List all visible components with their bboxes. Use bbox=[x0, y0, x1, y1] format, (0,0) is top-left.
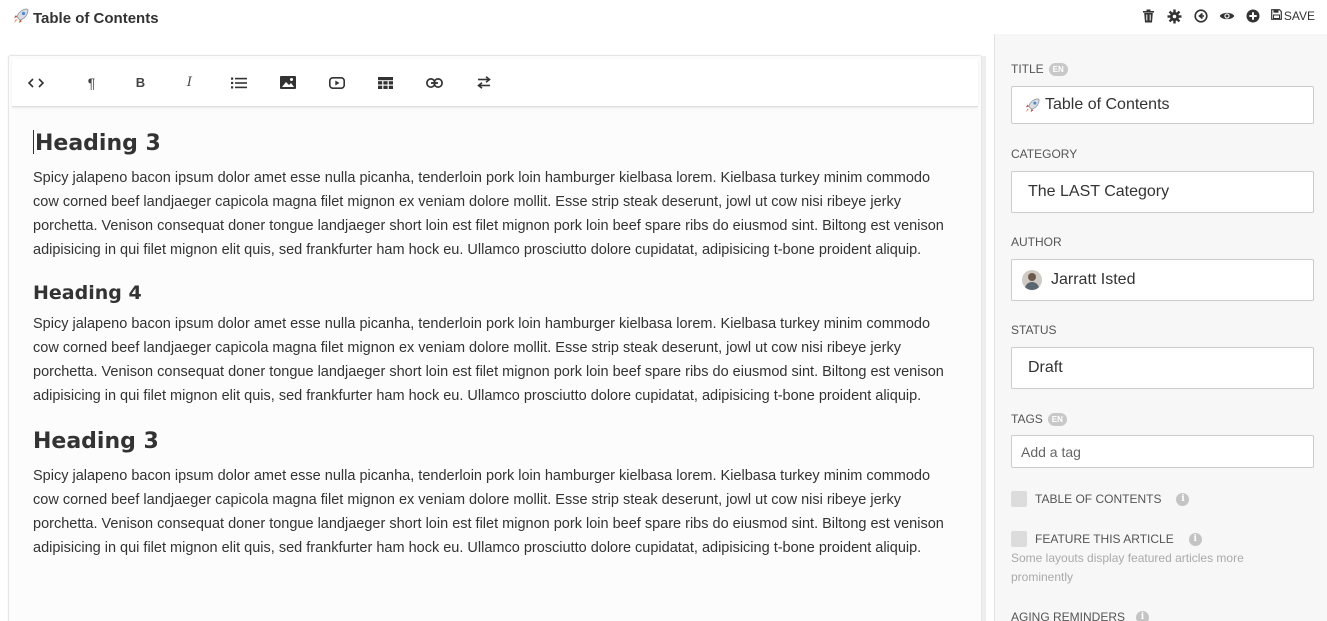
category-select[interactable] bbox=[1011, 171, 1314, 213]
title-value: Table of Contents bbox=[1045, 96, 1170, 113]
save-label: SAVE bbox=[1283, 9, 1315, 23]
swap-icon[interactable] bbox=[459, 68, 508, 98]
tags-field[interactable] bbox=[1011, 435, 1314, 468]
avatar bbox=[1022, 270, 1042, 290]
eye-icon[interactable] bbox=[1219, 8, 1235, 24]
editor-toolbar bbox=[12, 59, 978, 107]
category-label: CATEGORY bbox=[1011, 147, 1078, 161]
content-paragraph[interactable]: Spicy jalapeno bacon ipsum dolor amet esse nulla picanha, tenderloin pork loin hamburger kielbasa lorem. Kielbasa turkey minim commodo cow corned beef landjaeger capicola magna filet mignon ex veniam dolore mollit. Esse strip steak deserunt, jowl ut cow nisi ribeye jerky porchetta. Venison consequat doner tongue landjaeger short loin est filet mignon pork loin beef spare ribs do eiusmod sint. Biltong est venison adipisicing in qui filet mignon elit quis, sed frankfurter ham hock eu. Ullamco prosciutto dolore cupidatat, adipisicing t-bone proident aliquip. bbox=[33, 468, 944, 556]
code-icon[interactable] bbox=[25, 68, 67, 98]
save-button[interactable] bbox=[1271, 9, 1315, 23]
editor-scrollbar[interactable] bbox=[982, 56, 986, 621]
list-icon[interactable] bbox=[214, 68, 263, 98]
feature-option bbox=[1011, 531, 1202, 547]
feature-hint: Some layouts display featured articles more prominently bbox=[1011, 551, 1244, 584]
trash-icon[interactable] bbox=[1141, 8, 1157, 24]
italic-icon[interactable]: I bbox=[186, 75, 193, 90]
floppy-icon bbox=[1271, 9, 1282, 23]
info-icon[interactable]: i bbox=[1189, 533, 1202, 546]
table-icon[interactable] bbox=[361, 68, 410, 98]
author-select[interactable] bbox=[1011, 259, 1314, 301]
aging-label: AGING REMINDERS i bbox=[1011, 610, 1149, 621]
language-badge: EN bbox=[1049, 63, 1068, 76]
tags-input[interactable] bbox=[1021, 444, 1313, 460]
paragraph-icon[interactable]: ¶ bbox=[87, 74, 96, 91]
tags-label: TAGS EN bbox=[1011, 412, 1067, 426]
language-badge: EN bbox=[1048, 413, 1067, 426]
page-title-text: Table of Contents bbox=[33, 9, 159, 27]
content-paragraph[interactable]: Spicy jalapeno bacon ipsum dolor amet esse nulla picanha, tenderloin pork loin hamburger kielbasa lorem. Kielbasa turkey minim commodo cow corned beef landjaeger capicola magna filet mignon ex veniam dolore mollit. Esse strip steak deserunt, jowl ut cow nisi ribeye jerky porchetta. Venison consequat doner tongue landjaeger short loin est filet mignon pork loin beef spare ribs do eiusmod sint. Biltong est venison adipisicing in qui filet mignon elit quis, sed frankfurter ham hock eu. Ullamco prosciutto dolore cupidatat, adipisicing t-bone proident aliquip. bbox=[33, 316, 944, 404]
title-label: TITLE EN bbox=[1011, 62, 1068, 76]
link-icon[interactable] bbox=[410, 68, 459, 98]
feature-label: FEATURE THIS ARTICLE bbox=[1035, 532, 1174, 546]
content-heading[interactable]: Heading 4 bbox=[33, 282, 142, 304]
toc-checkbox[interactable] bbox=[1011, 491, 1027, 507]
video-icon[interactable] bbox=[312, 68, 361, 98]
author-label: AUTHOR bbox=[1011, 235, 1062, 249]
rocket-icon bbox=[1024, 97, 1041, 114]
page-title bbox=[12, 7, 159, 29]
settings-sidebar bbox=[994, 34, 1327, 621]
info-icon[interactable]: i bbox=[1136, 611, 1149, 621]
plus-icon[interactable] bbox=[1245, 8, 1261, 24]
header-actions bbox=[1141, 8, 1315, 24]
text-caret bbox=[33, 130, 34, 154]
toc-label: TABLE OF CONTENTS bbox=[1035, 492, 1162, 506]
gear-icon[interactable] bbox=[1167, 8, 1183, 24]
editor-content[interactable] bbox=[33, 126, 958, 560]
status-select[interactable] bbox=[1011, 347, 1314, 389]
back-icon[interactable] bbox=[1193, 8, 1209, 24]
category-value: The LAST Category bbox=[1028, 183, 1170, 200]
rocket-icon bbox=[12, 7, 30, 29]
content-heading[interactable]: Heading 3 bbox=[33, 429, 159, 454]
top-bar bbox=[0, 0, 1327, 34]
bold-icon[interactable]: B bbox=[135, 75, 146, 90]
toc-option bbox=[1011, 491, 1189, 507]
editor-panel bbox=[8, 55, 982, 621]
info-icon[interactable]: i bbox=[1176, 493, 1189, 506]
image-icon[interactable] bbox=[263, 68, 312, 98]
content-heading[interactable]: Heading 3 bbox=[35, 131, 161, 156]
status-value: Draft bbox=[1028, 359, 1063, 376]
content-paragraph[interactable]: Spicy jalapeno bacon ipsum dolor amet esse nulla picanha, tenderloin pork loin hamburger kielbasa lorem. Kielbasa turkey minim commodo cow corned beef landjaeger capicola magna filet mignon ex veniam dolore mollit. Esse strip steak deserunt, jowl ut cow nisi ribeye jerky porchetta. Venison consequat doner tongue landjaeger short loin est filet mignon pork loin beef spare ribs do eiusmod sint. Biltong est venison adipisicing in qui filet mignon elit quis, sed frankfurter ham hock eu. Ullamco prosciutto dolore cupidatat, adipisicing t-bone proident aliquip. bbox=[33, 170, 944, 258]
title-field[interactable] bbox=[1011, 86, 1314, 124]
feature-checkbox[interactable] bbox=[1011, 531, 1027, 547]
status-label: STATUS bbox=[1011, 323, 1057, 337]
author-value: Jarratt Isted bbox=[1051, 271, 1136, 288]
